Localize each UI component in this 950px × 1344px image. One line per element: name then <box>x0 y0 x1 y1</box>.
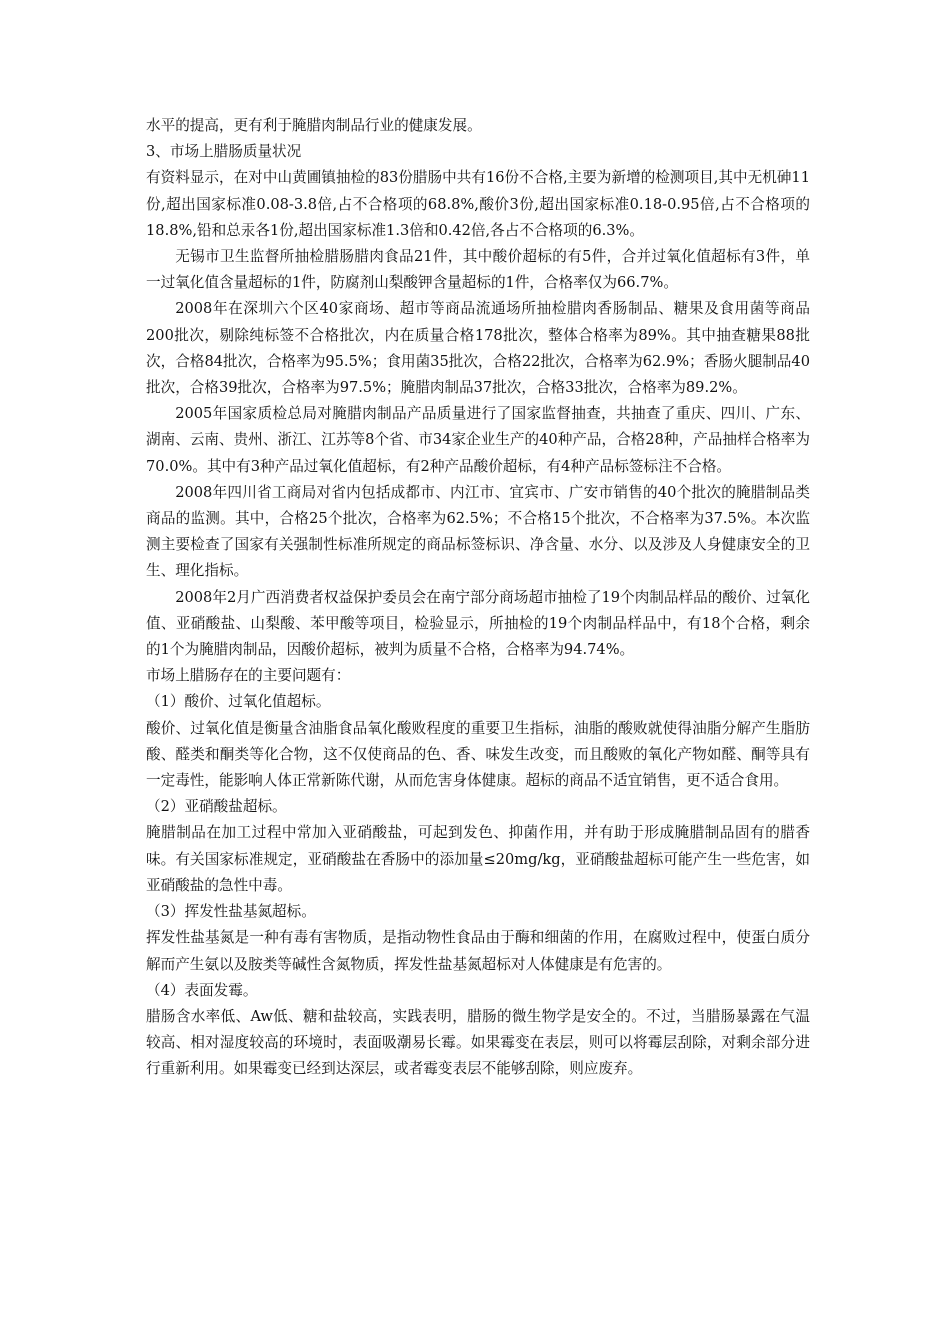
paragraph-aqsiq-2005: 2005年国家质检总局对腌腊肉制品产品质量进行了国家监督抽查，共抽查了重庆、四川、广东、湖南、云南、贵州、浙江、江苏等8个省、市34家企业生产的40种产品，合格28种，产品抽样合格率为70.0%。其中有3种产品过氧化值超标，有2种产品酸价超标，有4种产品标签标注不合格。 <box>146 405 810 475</box>
paragraph-zhongshan: 有资料显示，在对中山黄圃镇抽检的83份腊肠中共有16份不合格,主要为新增的检测项目,其中无机砷11份,超出国家标准0.08-3.8倍,占不合格项的68.8%,酸价3份,超出国家标准0.18-0.95倍,占不合格项的18.8%,铅和总汞各1份,超出国家标准1.3倍和0.42倍,各占不合格项的6.3%。 <box>146 169 810 239</box>
subheading-tvbn: （3）挥发性盐基氮超标。 <box>146 903 316 921</box>
document-page <box>146 113 810 1083</box>
paragraph-tvbn: 挥发性盐基氮是一种有毒有害物质，是指动物性食品由于酶和细菌的作用，在腐败过程中，使蛋白质分解而产生氨以及胺类等碱性含氮物质，挥发性盐基氮超标对人体健康是有危害的。 <box>146 929 810 973</box>
paragraph-main-problems: 市场上腊肠存在的主要问题有： <box>146 667 351 685</box>
paragraph-wuxi: 无锡市卫生监督所抽检腊肠腊肉食品21件，其中酸价超标的有5件，合并过氧化值超标有3件，单一过氧化值含量超标的1件，防腐剂山梨酸钾含量超标的1件，合格率仅为66.7%。 <box>146 248 810 292</box>
paragraph-sichuan: 2008年四川省工商局对省内包括成都市、内江市、宜宾市、广安市销售的40个批次的腌腊制品类商品的监测。其中，合格25个批次，合格率为62.5%；不合格15个批次，不合格率为37.5%。本次监测主要检查了国家有关强制性标准所规定的商品标签标识、净含量、水分、以及涉及人身健康安全的卫生、理化指标。 <box>146 483 810 580</box>
paragraph-nitrite: 腌腊制品在加工过程中常加入亚硝酸盐，可起到发色、抑菌作用，并有助于形成腌腊制品固有的腊香味。有关国家标准规定，亚硝酸盐在香肠中的添加量≤20mg/kg，亚硝酸盐超标可能产生一些危害，如亚硝酸盐的急性中毒。 <box>146 824 810 894</box>
subheading-mold: （4）表面发霉。 <box>146 981 258 999</box>
paragraph-guangxi: 2008年2月广西消费者权益保护委员会在南宁部分商场超市抽检了19个肉制品样品的酸价、过氧化值、亚硝酸盐、山梨酸、苯甲酸等项目，检验显示，所抽检的19个肉制品样品中，有18个合格，剩余的1个为腌腊肉制品，因酸价超标，被判为质量不合格，合格率为94.74%。 <box>146 588 810 659</box>
subheading-acid-peroxide: （1）酸价、过氧化值超标。 <box>146 693 331 711</box>
paragraph-shenzhen: 2008年在深圳六个区40家商场、超市等商品流通场所抽检腊肉香肠制品、糖果及食用菌等商品200批次，剔除纯标签不合格批次，内在质量合格178批次，整体合格率为89%。其中抽查糖果88批次，合格84批次，合格率为95.5%；食用菌35批次，合格22批次，合格率为62.9%；香肠火腿制品40批次，合格39批次，合格率为97.5%；腌腊肉制品37批次，合格33批次，合格率为89.2%。 <box>146 300 810 397</box>
paragraph-continuation: 水平的提高，更有利于腌腊肉制品行业的健康发展。 <box>146 117 482 134</box>
subheading-nitrite: （2）亚硝酸盐超标。 <box>146 798 287 816</box>
paragraph-mold: 腊肠含水率低、Aw低、糖和盐较高，实践表明，腊肠的微生物学是安全的。不过，当腊肠暴露在气温较高、相对湿度较高的环境时，表面吸潮易长霉。如果霉变在表层，则可以将霉层刮除，对剩余部分进行重新利用。如果霉变已经到达深层，或者霉变表层不能够刮除，则应废弃。 <box>146 1007 810 1078</box>
section-heading-sausage-quality: 3、市场上腊肠质量状况 <box>146 143 302 161</box>
paragraph-acid-peroxide: 酸价、过氧化值是衡量含油脂食品氧化酸败程度的重要卫生指标，油脂的酸败就使得油脂分解产生脂肪酸、醛类和酮类等化合物，这不仅使商品的色、香、味发生改变，而且酸败的氧化产物如醛、酮等具有一定毒性，能影响人体正常新陈代谢，从而危害身体健康。超标的商品不适宜销售，更不适合食用。 <box>146 719 810 790</box>
